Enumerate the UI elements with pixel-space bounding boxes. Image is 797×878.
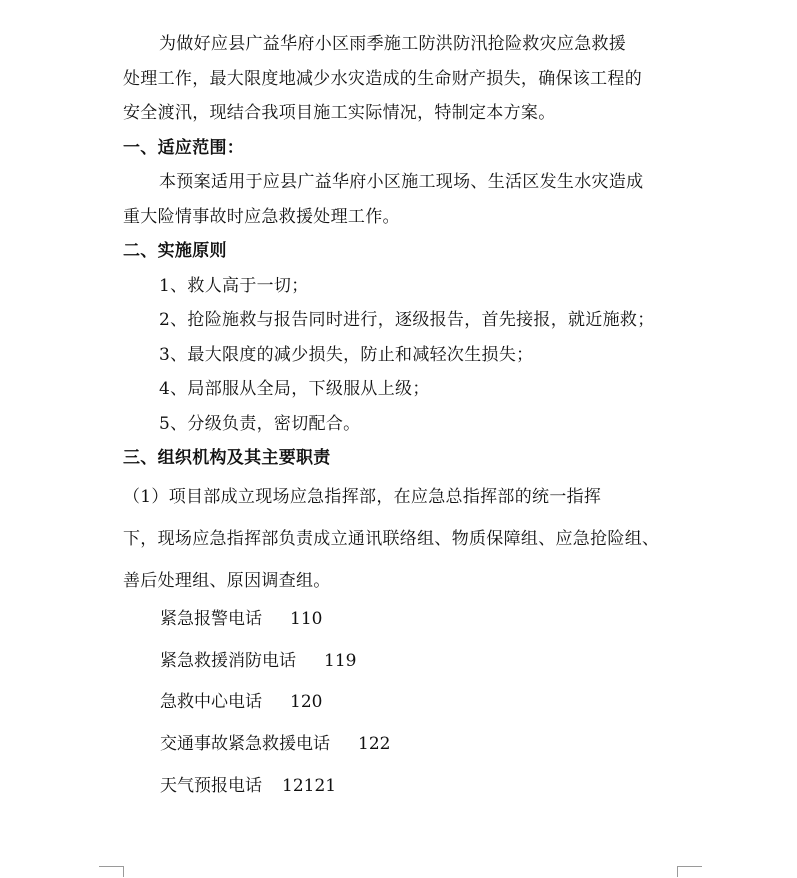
phone-entry-weather (160, 771, 336, 796)
phone-number: 12121 (282, 776, 337, 796)
principle-item-5: 5、分级负责，密切配合。 (159, 413, 361, 434)
intro-line-1: 为做好应县广益华府小区雨季施工防洪防汛抢险救灾应急救援 (159, 34, 627, 54)
phone-number: 110 (290, 609, 323, 629)
section-3-line-1: （1）项目部成立现场应急指挥部，在应急总指挥部的统一指挥 (123, 486, 602, 507)
principle-item-1: 1、救人高于一切； (159, 275, 309, 296)
section-3-heading: 三、组织机构及其主要职责 (123, 448, 331, 468)
section-3-line-2: 下，现场应急指挥部负责成立通讯联络组、物质保障组、应急抢险组、 (123, 528, 660, 549)
principle-item-2: 2、抢险施救与报告同时进行，逐级报告，首先接报，就近施救； (159, 310, 655, 330)
phone-entry-police (160, 604, 322, 629)
intro-line-2: 处理工作，最大限度地减少水灾造成的生命财产损失，确保该工程的 (123, 68, 642, 89)
section-1-heading: 一、适应范围： (123, 137, 245, 158)
phone-label: 天气预报电话 (160, 776, 262, 796)
intro-line-3: 安全渡汛，现结合我项目施工实际情况，特制定本方案。 (123, 103, 556, 123)
phone-label: 急救中心电话 (160, 692, 262, 712)
phone-number: 119 (324, 651, 357, 671)
phone-entry-fire (160, 646, 356, 671)
phone-entry-traffic (160, 729, 390, 754)
page-corner-mark-right (677, 866, 702, 877)
document-body (123, 27, 679, 602)
page-corner-mark-left (99, 866, 124, 877)
phone-number: 120 (290, 692, 323, 712)
phone-label: 交通事故紧急救援电话 (160, 734, 330, 754)
section-1-line-1: 本预案适用于应县广益华府小区施工现场、生活区发生水灾造成 (159, 172, 644, 192)
principle-item-3: 3、最大限度的减少损失，防止和减轻次生损失； (159, 344, 534, 365)
section-3-line-3: 善后处理组、原因调查组。 (123, 570, 331, 591)
phone-label: 紧急报警电话 (160, 609, 262, 629)
phone-number: 122 (358, 734, 391, 754)
section-1-line-2: 重大险情事故时应急救援处理工作。 (123, 206, 400, 227)
phone-label: 紧急救援消防电话 (160, 651, 296, 671)
section-2-heading: 二、实施原则 (123, 241, 227, 261)
principle-item-4: 4、局部服从全局，下级服从上级； (159, 379, 430, 399)
phone-entry-ambulance (160, 687, 322, 712)
